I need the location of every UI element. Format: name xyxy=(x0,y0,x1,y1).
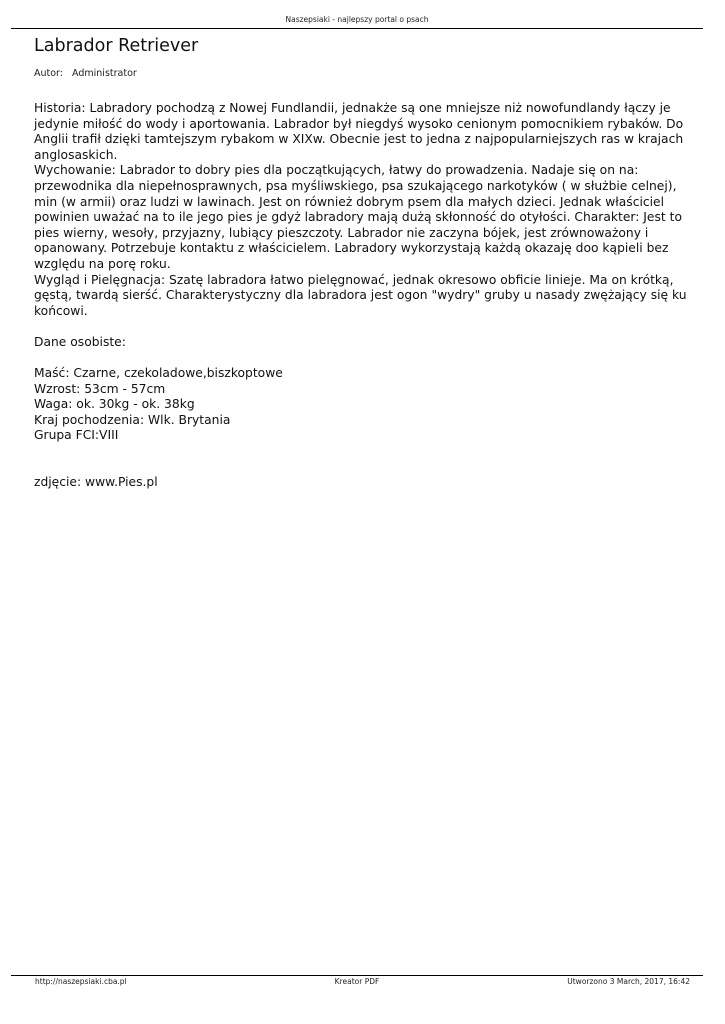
page-footer xyxy=(11,975,703,988)
personal-data-heading: Dane osobiste: xyxy=(34,334,126,349)
author-name: Administrator xyxy=(72,68,137,79)
spacer xyxy=(34,319,694,335)
article-body xyxy=(34,101,694,491)
spacer xyxy=(34,351,694,367)
detail-fci-group: Grupa FCI:VIII xyxy=(34,428,119,443)
photo-credit: zdjęcie: www.Pies.pl xyxy=(34,475,158,490)
site-title: Naszepsiaki - najlepszy portal o psach xyxy=(285,15,429,24)
detail-origin: Kraj pochodzenia: Wlk. Brytania xyxy=(34,412,231,427)
detail-height: Wzrost: 53cm - 57cm xyxy=(34,381,166,396)
spacer xyxy=(34,444,694,475)
detail-coat: Maść: Czarne, czekoladowe,biszkoptowe xyxy=(34,366,283,381)
author-label: Autor: xyxy=(34,68,63,79)
article-title: Labrador Retriever xyxy=(34,36,199,56)
footer-generator: Kreator PDF xyxy=(334,977,380,986)
footer-created-date: Utworzono 3 March, 2017, 16:42 xyxy=(567,977,690,986)
upbringing-paragraph: Wychowanie: Labrador to dobry pies dla początkujących, łatwy do prowadzenia. Nadaje się on na: przewodnika dla niepełnosprawnych, psa myśliwskiego, psa szukającego narkotyków ( w służbie celnej), min (w armii) oraz ludzi w lawinach. Jest on również dobrym psem dla małych dzieci. Jednak właściciel powinien uważać na to ile jego pies je gdyż labradory mają dużą skłonność do otyłości. Charakter: Jest to pies wierny, wesoły, przyjazny, lubiący pieszczoty. Labrador nie zaczyna bójek, jest zrównoważony i opanowany. Potrzebuje kontaktu z właścicielem. Labradory wykorzystają każdą okazaję doo kąpieli bez względu na porę roku. xyxy=(34,163,682,271)
appearance-paragraph: Wygląd i Pielęgnacja: Szatę labradora łatwo pielęgnować, jednak okresowo obficie linieje. Ma on krótką, gęstą, twardą sierść. Charakterystyczny dla labradora jest ogon "wydry" gruby u nasady zwężający się ku końcowi. xyxy=(34,272,687,318)
history-paragraph: Historia: Labradory pochodzą z Nowej Fundlandii, jednakże są one mniejsze niż nowofundlandy łączy je jedynie miłość do wody i aportowania. Labrador był niegdyś wysoko cenionym pomocnikiem rybaków. Do Anglii trafił dzięki tamtejszym rybakom w XIXw. Obecnie jest to jedna z najpopularniejszych ras w krajach anglosaskich. xyxy=(34,101,684,162)
author-line xyxy=(34,68,137,79)
page-header xyxy=(11,14,703,29)
footer-url: http://naszepsiaki.cba.pl xyxy=(35,977,127,986)
detail-weight: Waga: ok. 30kg - ok. 38kg xyxy=(34,397,195,412)
